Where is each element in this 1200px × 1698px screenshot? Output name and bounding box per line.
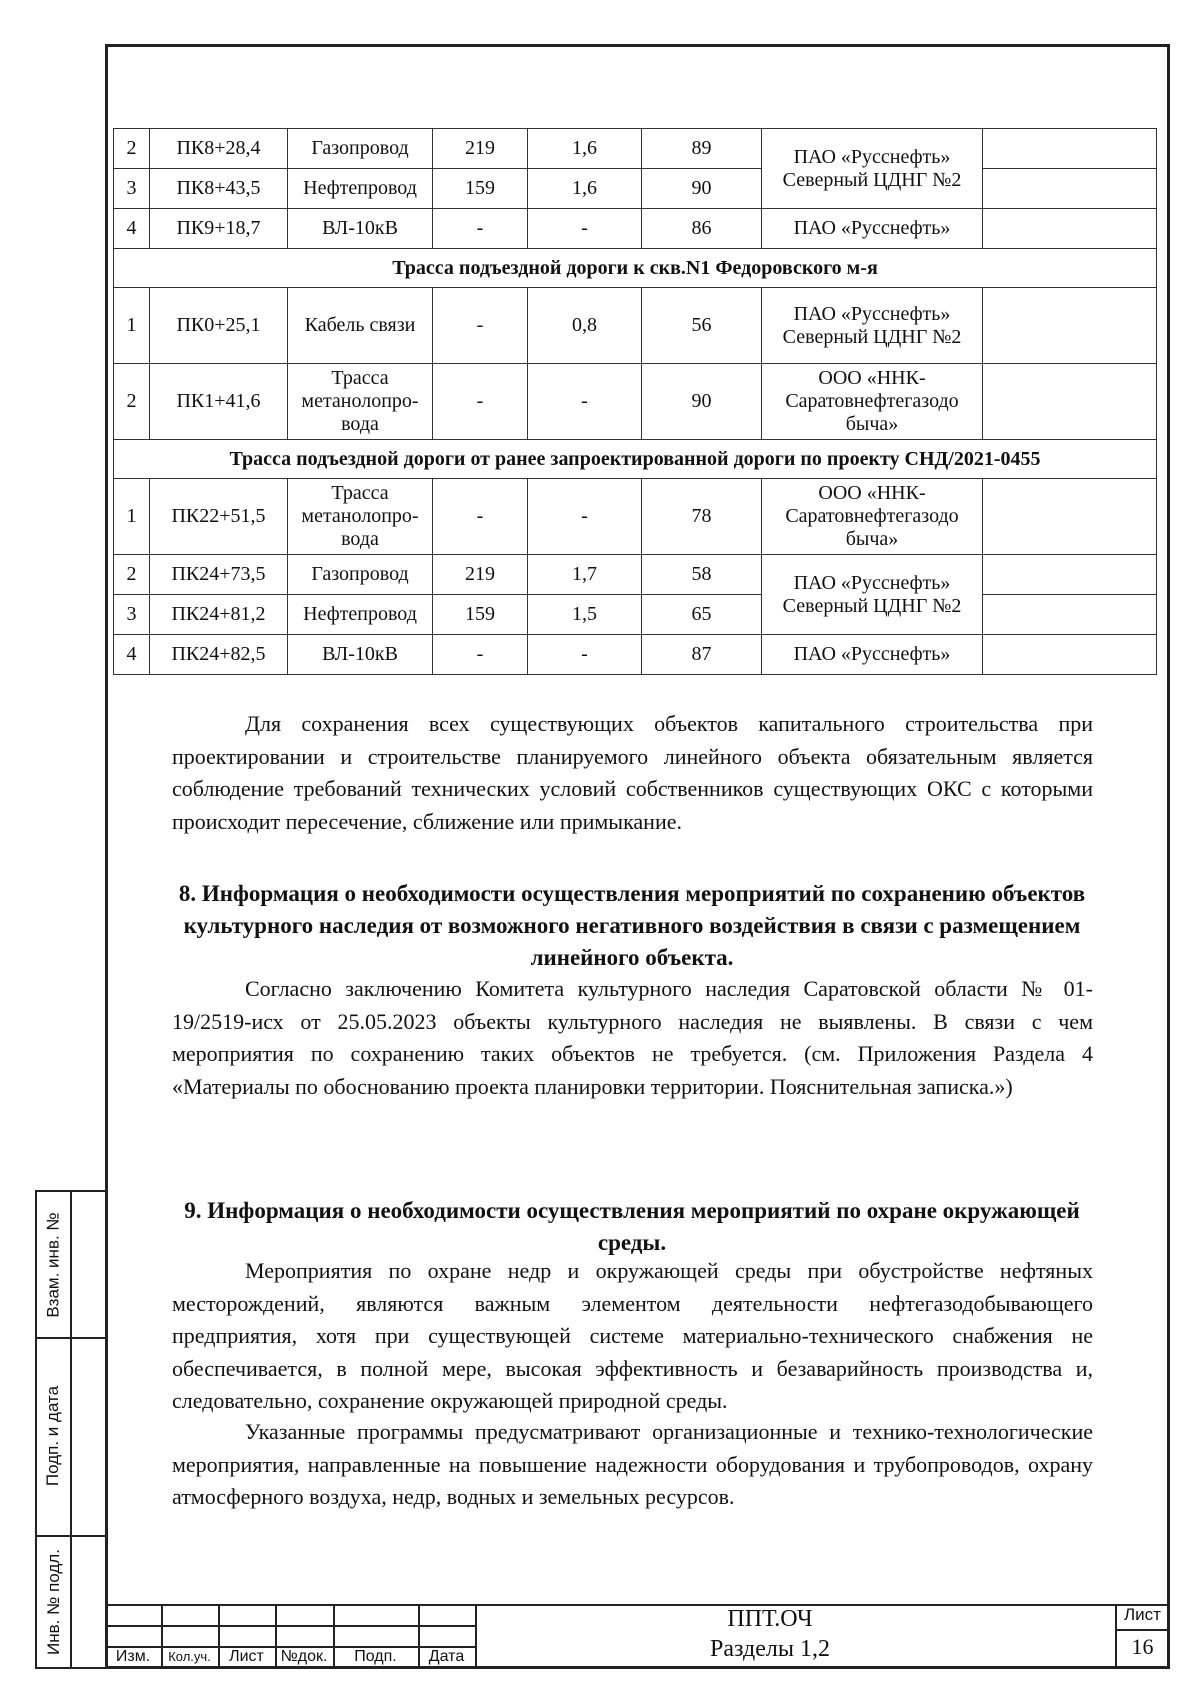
paragraph-oks-requirements: Для сохранения всех существующих объектов капитального строительства при проектировании и строительстве планируемого линейного объекта обязательным является соблюдение требований технических условий собственников существующих ОКС с которыми происходит пересечение, сближение или примыкание. xyxy=(172,711,1093,834)
paragraph-programs: Указанные программы предусматривают организационные и технико-технологические мероприятия, направленные на повышение надежности оборудования и трубопроводов, охрану атмосферного воздуха, недр, водных и земельных ресурсов. xyxy=(172,1419,1093,1509)
col-izm: Изм. xyxy=(115,1648,151,1665)
table-row: 2 ПК8+28,4 Газопровод 219 1,6 89 ПАО «Русснефть» Северный ЦДНГ №2 xyxy=(114,129,1157,169)
col-data: Дата xyxy=(428,1648,465,1665)
document-code: ППТ.ОЧ xyxy=(727,1606,813,1632)
crossings-table xyxy=(113,128,1157,675)
col-kolich: Кол.уч. xyxy=(168,1649,211,1664)
col-podp: Подп. xyxy=(354,1648,397,1665)
col-ndok: №док. xyxy=(280,1648,328,1665)
table-row: 2 ПК1+41,6 Трасса метанолопро-вода - - 90 ООО «ННК-Саратовнефтегазодо быча» xyxy=(114,364,1157,440)
table-row: 3 ПК8+43,5 Нефтепровод 159 1,6 90 xyxy=(114,169,1157,209)
table-row: 4 ПК9+18,7 ВЛ-10кВ - - 86 ПАО «Русснефть» xyxy=(114,209,1157,249)
section-title: Трасса подъездной дороги к скв.N1 Федоровского м-я xyxy=(114,249,1157,288)
table-row: 2 ПК24+73,5 Газопровод 219 1,7 58 ПАО «Русснефть» Северный ЦДНГ №2 xyxy=(114,555,1157,595)
table-row: 4 ПК24+82,5 ВЛ-10кВ - - 87 ПАО «Русснефть» xyxy=(114,635,1157,675)
table-row: 3 ПК24+81,2 Нефтепровод 159 1,5 65 xyxy=(114,595,1157,635)
side-label-replacement: Взам. инв. № xyxy=(43,1211,63,1318)
owner-cell: ПАО «Русснефть» Северный ЦДНГ №2 xyxy=(762,129,983,209)
sheet-label: Лист xyxy=(1124,1605,1161,1624)
section-title: Трасса подъездной дороги от ранее запроектированной дороги по проекту СНД/2021-0455 xyxy=(114,440,1157,479)
heading-section-8: 8. Информация о необходимости осуществления мероприятий по сохранению объектов культурного наследия от возможного негативного воздействия в связи с размещением линейного объекта. xyxy=(178,881,1086,970)
paragraph-environment-measures: Мероприятия по охране недр и окружающей среды при обустройстве нефтяных месторождений, являются важным элементом деятельности нефтегазодобывающего предприятия, хотя при существующей системе материально-технического снабжения не обеспечивается, в полной мере, высокая эффективность и безаварийность производства и, следовательно, сохранение окружающей природной среды. xyxy=(172,1258,1093,1413)
side-stamp xyxy=(35,1190,105,1669)
col-list: Лист xyxy=(229,1648,264,1665)
side-label-signature-date: Подп. и дата xyxy=(43,1385,63,1487)
paragraph-cultural-heritage: Согласно заключению Комитета культурного наследия Саратовской области № 01-19/2519-исх от 25.05.2023 объекты культурного наследия не выявлены. В связи с чем мероприятия по сохранению таких объектов не требуется. (см. Приложения Раздела 4 «Материалы по обоснованию проекта планировки территории. Пояснительная записка.») xyxy=(172,976,1093,1099)
table-section-row xyxy=(114,440,1157,479)
table-section-row xyxy=(114,249,1157,288)
side-label-original-inventory: Инв. № подл. xyxy=(43,1549,63,1655)
document-sections: Разделы 1,2 xyxy=(709,1636,830,1662)
sheet-number: 16 xyxy=(1131,1634,1154,1659)
table-row: 1 ПК0+25,1 Кабель связи - 0,8 56 ПАО «Русснефть» Северный ЦДНГ №2 xyxy=(114,288,1157,364)
title-block xyxy=(105,1604,1170,1669)
heading-section-9: 9. Информация о необходимости осуществления мероприятий по охране окружающей среды. xyxy=(184,1198,1080,1255)
table-row: 1 ПК22+51,5 Трасса метанолопро-вода - - 78 ООО «ННК-Саратовнефтегазодо быча» xyxy=(114,479,1157,555)
owner-cell: ПАО «Русснефть» Северный ЦДНГ №2 xyxy=(762,555,983,635)
